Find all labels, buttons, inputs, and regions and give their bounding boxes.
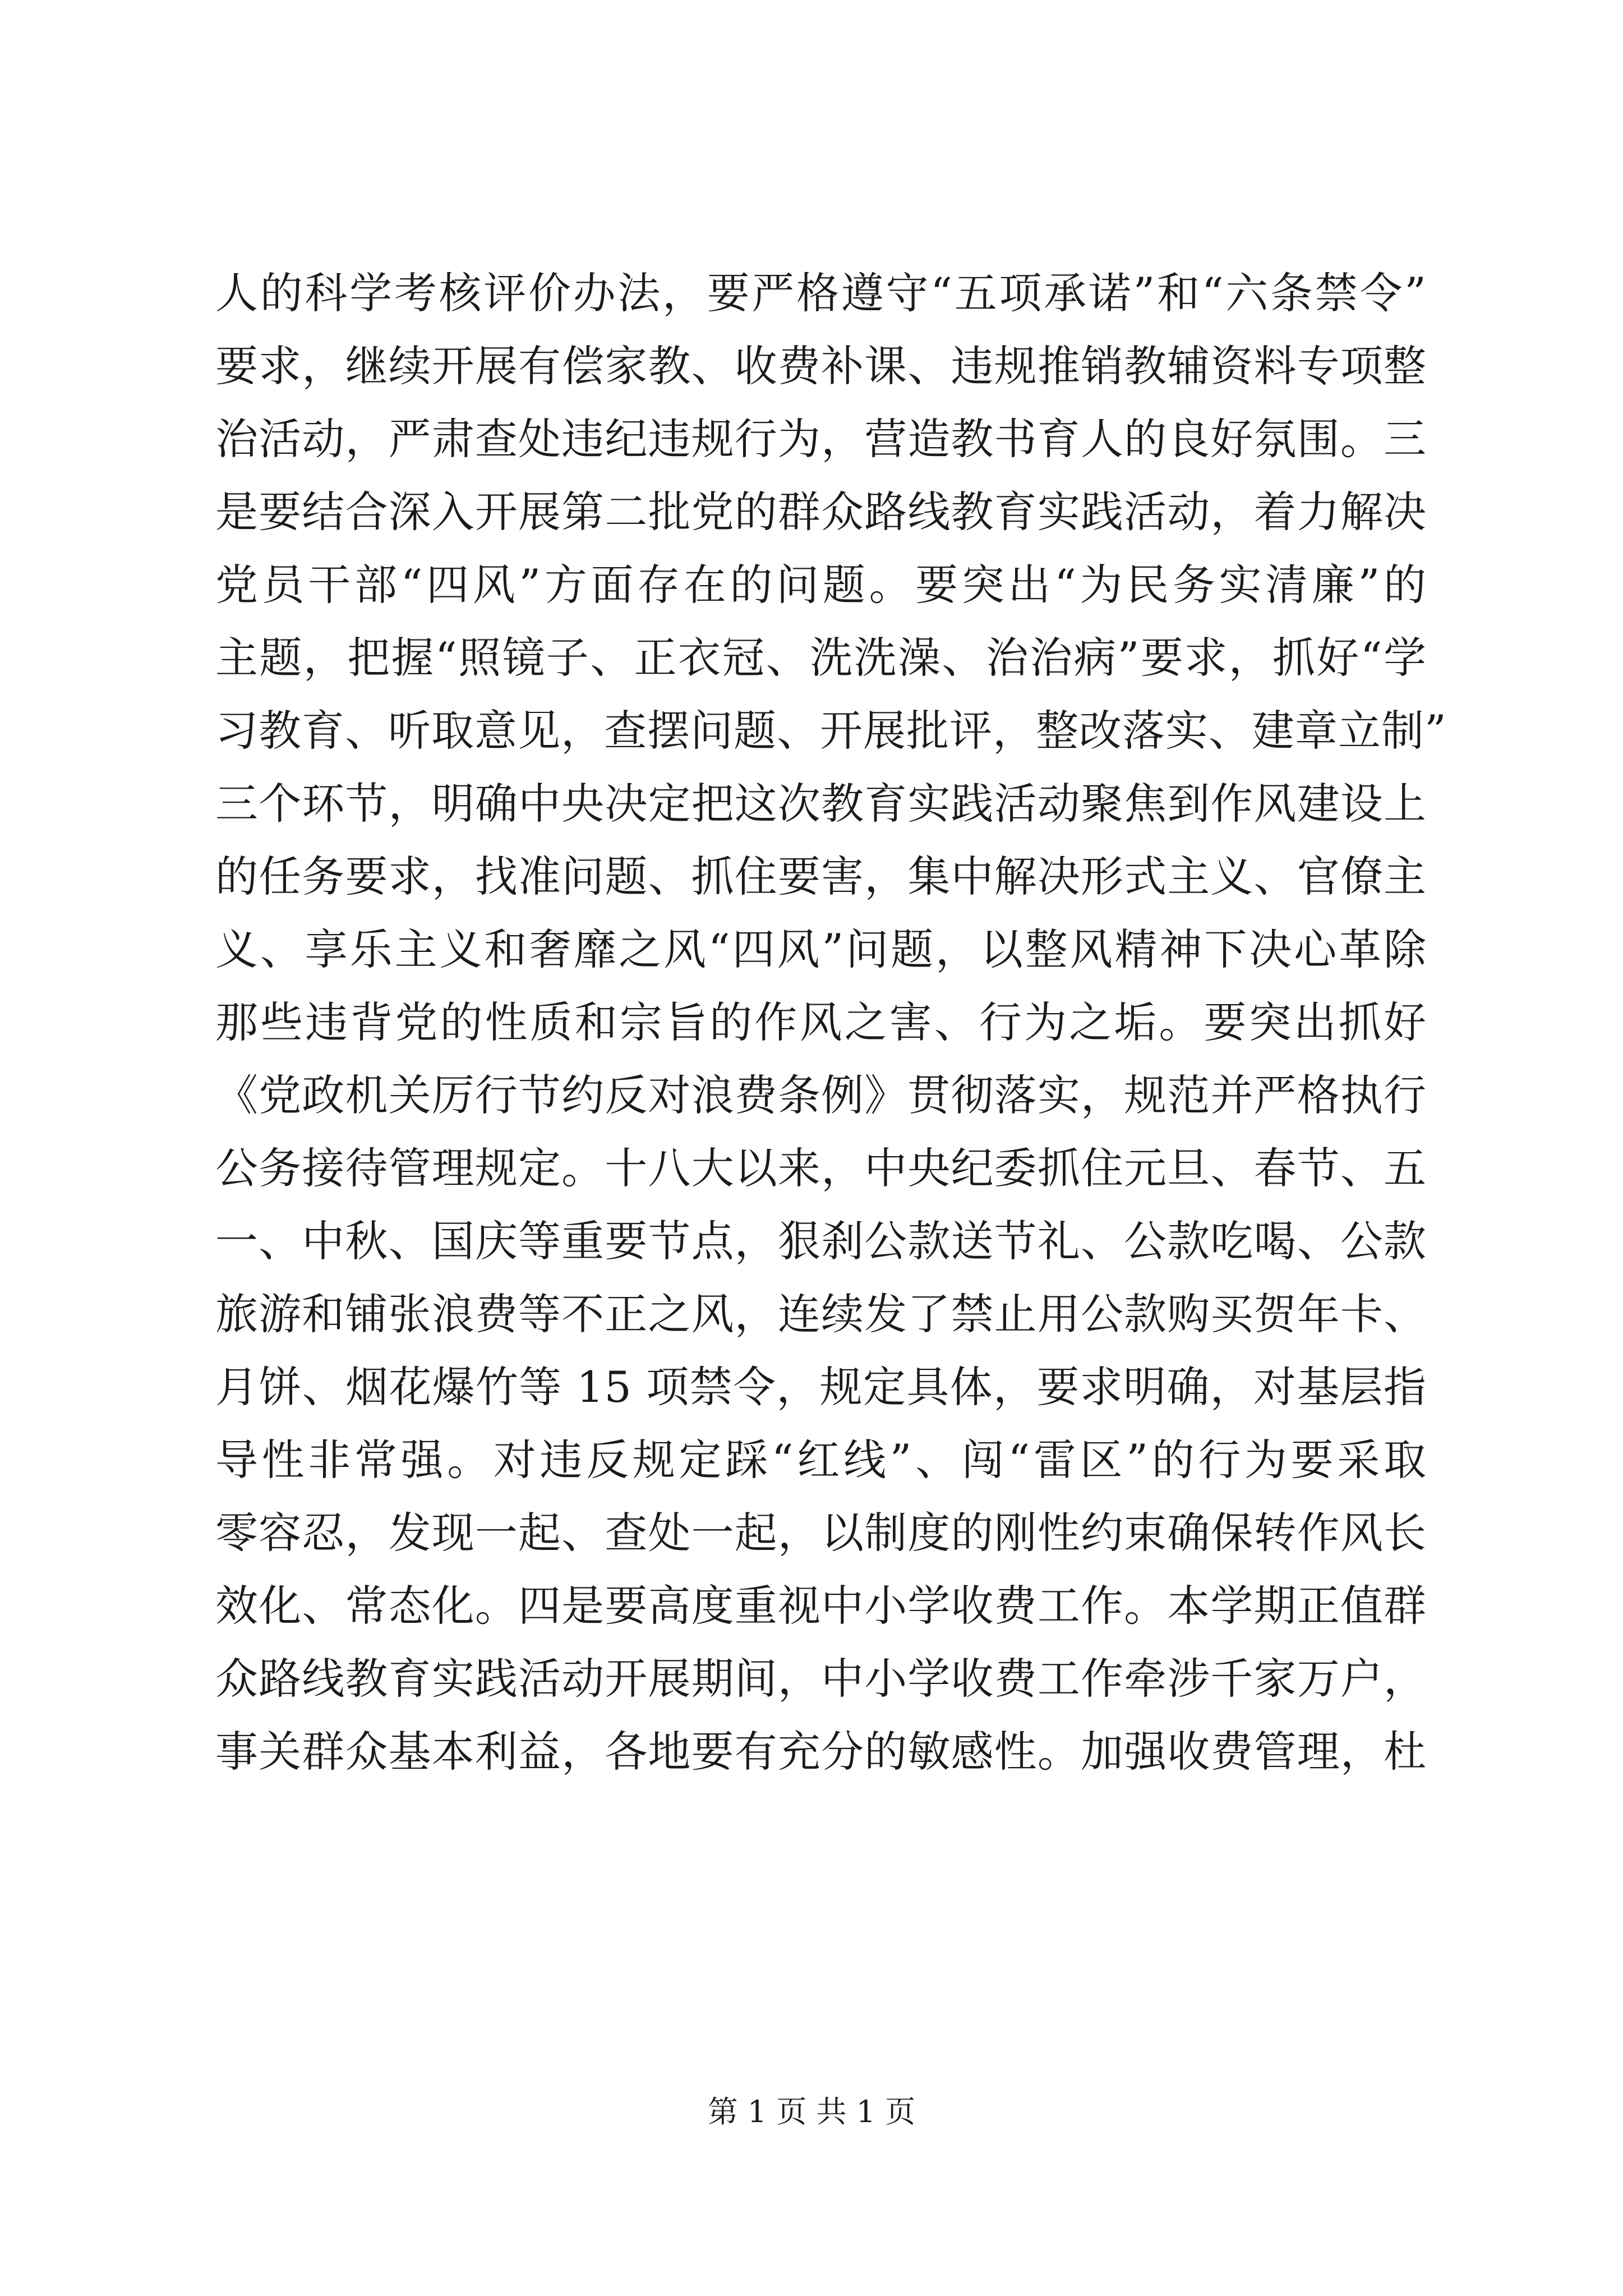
text-line: 效化、常态化。四是要高度重视中小学收费工作。本学期正值群 [215, 1581, 1427, 1631]
text-line: 旅游和铺张浪费等不正之风，连续发了禁止用公款购买贺年卡、 [215, 1289, 1427, 1339]
text-line: 那些违背党的性质和宗旨的作风之害、行为之垢。要突出抓好 [215, 997, 1427, 1047]
text-line: 人的科学考核评价办法，要严格遵守“五项承诺”和“六条禁令” [215, 268, 1427, 318]
text-line: 三个环节，明确中央决定把这次教育实践活动聚焦到作风建设上 [215, 779, 1427, 829]
text-line: 月饼、烟花爆竹等 15 项禁令，规定具体，要求明确，对基层指 [215, 1362, 1427, 1412]
body-paragraph [215, 257, 1447, 1788]
text-line: 一、中秋、国庆等重要节点，狠刹公款送节礼、公款吃喝、公款 [215, 1216, 1427, 1266]
text-line: 《党政机关厉行节约反对浪费条例》贯彻落实，规范并严格执行 [215, 1070, 1427, 1120]
text-line: 的任务要求，找准问题、抓住要害，集中解决形式主义、官僚主 [215, 852, 1427, 901]
text-line: 党员干部“四风”方面存在的问题。要突出“为民务实清廉”的 [215, 560, 1427, 610]
page-footer: 第 1 页 共 1 页 [707, 2094, 916, 2129]
text-line: 义、享乐主义和奢靡之风“四风”问题，以整风精神下决心革除 [215, 924, 1427, 974]
text-line: 事关群众基本利益，各地要有充分的敏感性。加强收费管理，杜 [215, 1727, 1427, 1777]
text-line: 导性非常强。对违反规定踩“红线”、闯“雷区”的行为要采取 [215, 1435, 1427, 1485]
text-line: 众路线教育实践活动开展期间，中小学收费工作牵涉千家万户， [215, 1654, 1427, 1704]
text-line: 要求，继续开展有偿家教、收费补课、违规推销教辅资料专项整 [215, 341, 1427, 391]
text-line: 主题，把握“照镜子、正衣冠、洗洗澡、治治病”要求，抓好“学 [215, 633, 1427, 683]
text-line: 习教育、听取意见，查摆问题、开展批评，整改落实、建章立制” [215, 706, 1447, 756]
text-line: 零容忍，发现一起、查处一起，以制度的刚性约束确保转作风长 [215, 1508, 1427, 1558]
text-line: 公务接待管理规定。十八大以来，中央纪委抓住元旦、春节、五 [215, 1143, 1427, 1193]
text-line: 治活动，严肃查处违纪违规行为，营造教书育人的良好氛围。三 [215, 414, 1427, 464]
text-line: 是要结合深入开展第二批党的群众路线教育实践活动，着力解决 [215, 487, 1427, 537]
